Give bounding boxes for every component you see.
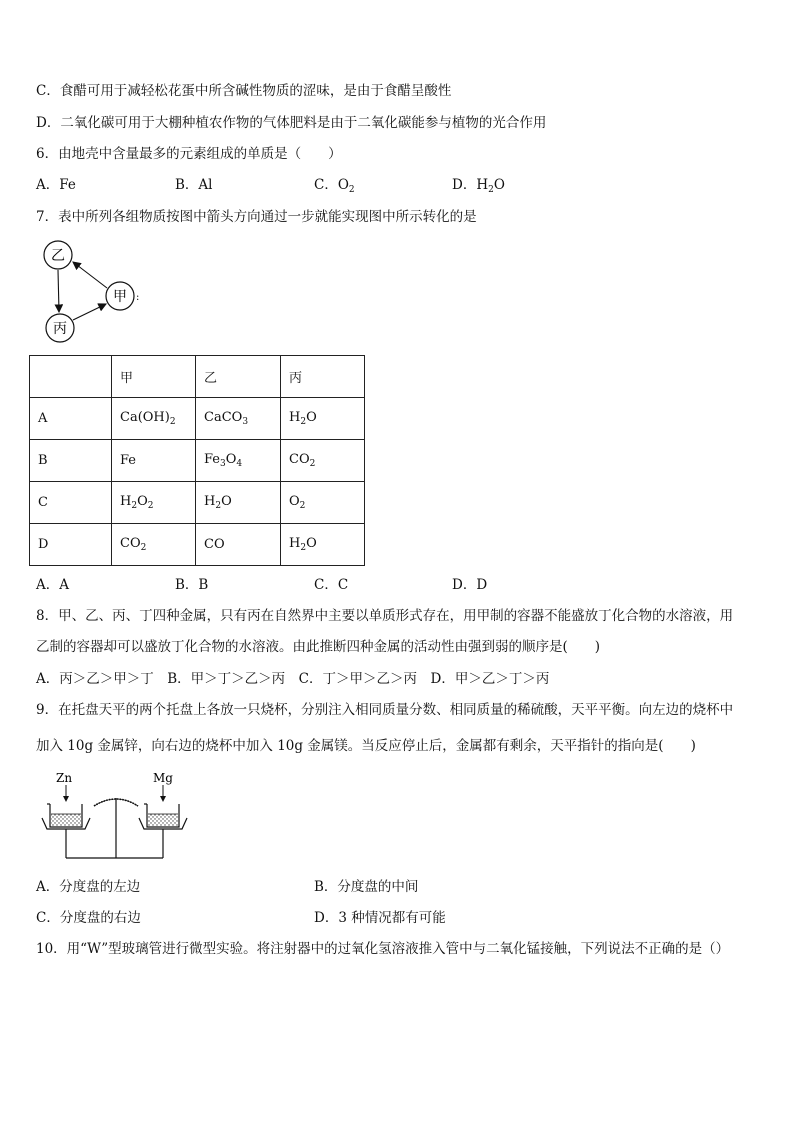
q7-option-a: A．A <box>36 577 69 593</box>
row-label: B <box>30 440 112 482</box>
q8-stem-line1: 8．甲、乙、丙、丁四种金属，只有丙在自然界中主要以单质形式存在，用甲制的容器不能盛放丁化合物的水溶液，用 <box>36 608 734 624</box>
cell-yi: CO <box>196 524 281 566</box>
table-row <box>30 524 365 566</box>
q8-stem-line2: 乙制的容器却可以盛放丁化合物的水溶液。由此推断四种金属的活动性由强到弱的顺序是( ) <box>36 639 601 655</box>
node-jia <box>106 282 139 310</box>
q5-option-c: C．食醋可用于减轻松花蛋中所含碱性物质的涩味，是由于食醋呈酸性 <box>36 83 452 99</box>
q6-option-a: A．Fe <box>36 177 76 193</box>
q9-option-a: A．分度盘的左边 <box>36 879 141 895</box>
row-label: D <box>30 524 112 566</box>
cell-yi: $Fe_3O_4$ <box>196 440 281 482</box>
svg-text::: : <box>136 292 140 303</box>
q7-option-c: C．C <box>314 577 349 593</box>
header-cell: 丙 <box>281 356 365 398</box>
q5-option-d: D．二氧化碳可用于大棚种植农作物的气体肥料是由于二氧化碳能参与植物的光合作用 <box>36 115 547 131</box>
q9-stem-line1: 9．在托盘天平的两个托盘上各放一只烧杯，分别注入相同质量分数、相同质量的稀硫酸，天平平衡。向左边的烧杯中 <box>36 702 734 718</box>
row-label: A <box>30 398 112 440</box>
q7-option-b: B．B <box>175 577 209 593</box>
cell-bing: $H_2O$ <box>281 398 365 440</box>
node-yi <box>44 241 72 269</box>
q7-option-d: D．D <box>452 577 488 593</box>
q6-option-d: D．$H_2O$ <box>452 177 505 195</box>
q9-stem-line2: 加入 10g 金属锌，向右边的烧杯中加入 10g 金属镁。当反应停止后，金属都有剩余，天平指针的指向是( ) <box>36 738 696 754</box>
cell-jia: $Ca(OH)_2$ <box>112 398 196 440</box>
cell-yi: CaCO$_3$ <box>196 398 281 440</box>
cell-yi: $H_2O$ <box>196 482 281 524</box>
header-cell: 乙 <box>196 356 281 398</box>
q6-stem: 6．由地壳中含量最多的元素组成的单质是（ ） <box>36 146 342 162</box>
q7-conversion-diagram <box>36 236 156 348</box>
zn-label: Zn <box>56 771 73 785</box>
header-cell <box>30 356 112 398</box>
table-row <box>30 440 365 482</box>
header-cell: 甲 <box>112 356 196 398</box>
svg-text:丙: 丙 <box>53 321 67 337</box>
q7-stem: 7．表中所列各组物质按图中箭头方向通过一步就能实现图中所示转化的是 <box>36 209 477 225</box>
q8-options: A．丙＞乙＞甲＞丁 B．甲＞丁＞乙＞丙 C．丁＞甲＞乙＞丙 D．甲＞乙＞丁＞丙 <box>36 671 550 687</box>
cell-jia: Fe <box>112 440 196 482</box>
q6-option-b: B．Al <box>175 177 213 193</box>
arrow-yi-to-bing <box>58 270 59 312</box>
right-pan-beaker <box>139 804 187 829</box>
cell-bing: $H_2O$ <box>281 524 365 566</box>
cell-bing: $O_2$ <box>281 482 365 524</box>
q10-stem: 10．用“W”型玻璃管进行微型实验。将注射器中的过氧化氢溶液推入管中与二氧化锰接触，下列说法不正确的是（） <box>36 941 730 957</box>
arrow-bing-to-jia <box>73 304 106 320</box>
q9-option-d: D．3 种情况都有可能 <box>314 910 446 926</box>
arrow-jia-to-yi <box>73 262 107 288</box>
row-label: C <box>30 482 112 524</box>
svg-text:甲: 甲 <box>113 289 127 305</box>
cell-jia: $CO_2$ <box>112 524 196 566</box>
q9-option-c: C．分度盘的右边 <box>36 910 141 926</box>
cell-bing: $CO_2$ <box>281 440 365 482</box>
left-pan-beaker <box>42 804 90 829</box>
q6-option-c: C．$O_2$ <box>314 177 355 195</box>
mg-label: Mg <box>153 771 173 785</box>
q9-balance-figure <box>36 768 196 864</box>
table-row <box>30 482 365 524</box>
svg-text:乙: 乙 <box>51 248 65 264</box>
node-bing <box>46 314 74 342</box>
cell-jia: $H_2O_2$ <box>112 482 196 524</box>
q7-substance-table <box>29 355 365 566</box>
table-header-row <box>30 356 365 398</box>
q9-option-b: B．分度盘的中间 <box>314 879 419 895</box>
balance-frame <box>66 798 163 858</box>
table-row <box>30 398 365 440</box>
